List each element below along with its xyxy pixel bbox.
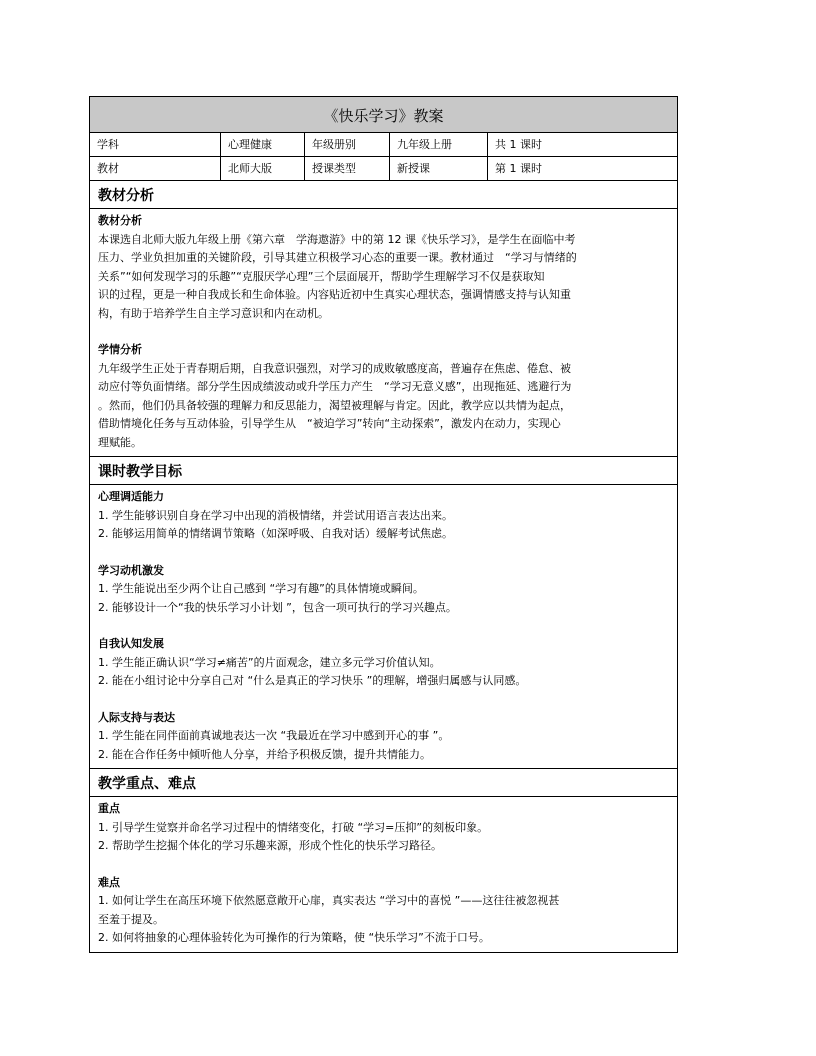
keypoint-group-title: 重点 — [98, 802, 120, 815]
label-lesson-type: 授课类型 — [305, 157, 390, 180]
difficulty-group-title: 难点 — [98, 875, 120, 889]
text-line: 识的过程，更是一种自我成长和生命体验。内容贴近初中生真实心理状态，强调情感支持与认知重 — [98, 288, 571, 301]
objective-item: 1. 学生能说出至少两个让自己感到 “学习有趣”的具体情境或瞬间。 — [98, 582, 424, 595]
objective-group-title: 自我认知发展 — [98, 637, 164, 650]
value-subject: 心理健康 — [221, 133, 305, 156]
text-line: 本课选自北师大版九年级上册《第六章 学海遨游》中的第 12 课《快乐学习》，是学生在面临中考 — [98, 232, 576, 246]
info-row-subject — [90, 133, 677, 157]
text-line: 动应付等负面情绪。部分学生因成绩波动或升学压力产生 “学习无意义感”，出现拖延、逃避行为 — [98, 380, 572, 393]
section-heading-objectives: 课时教学目标 — [90, 457, 677, 485]
text-line: 压力、学业负担加重的关键阶段，引导其建立积极学习心态的重要一课。教材通过 “学习与情绪的 — [98, 251, 577, 264]
label-textbook: 教材 — [90, 157, 221, 180]
value-textbook: 北师大版 — [221, 157, 305, 180]
subheading-textbook-analysis: 教材分析 — [98, 214, 142, 227]
section-heading-analysis: 教材分析 — [90, 181, 677, 209]
keypoint-item: 2. 帮助学生挖掘个体化的学习乐趣来源，形成个性化的快乐学习路径。 — [98, 839, 442, 852]
text-line: 九年级学生正处于青春期后期，自我意识强烈，对学习的成败敏感度高，普遍存在焦虑、倦怠、被 — [98, 361, 571, 375]
label-grade: 年级册别 — [305, 133, 390, 156]
difficulty-item: 1. 如何让学生在高压环境下依然愿意敞开心扉，真实表达 “学习中的喜悦 ”——这往往被忽视甚 — [98, 894, 560, 907]
value-grade: 九年级上册 — [390, 133, 488, 156]
subheading-student-analysis: 学情分析 — [98, 343, 142, 356]
objective-item: 2. 能够设计一个“我的快乐学习小计划 ”，包含一项可执行的学习兴趣点。 — [98, 600, 457, 614]
objective-item: 1. 学生能正确认识“学习≠痛苦”的片面观念，建立多元学习价值认知。 — [98, 655, 441, 669]
objective-group-title: 人际支持与表达 — [98, 710, 175, 724]
text-line: 关系”“如何发现学习的乐趣”“克服厌学心理”三个层面展开，帮助学生理解学习不仅是获取知 — [98, 269, 545, 283]
objective-item: 2. 能够运用简单的情绪调节策略（如深呼吸、自我对话）缓解考试焦虑。 — [98, 527, 453, 540]
objective-item: 1. 学生能在同伴面前真诚地表达一次 “我最近在学习中感到开心的事 ”。 — [98, 729, 450, 742]
value-lesson-type: 新授课 — [390, 157, 488, 180]
difficulty-item: 至羞于提及。 — [98, 912, 164, 926]
keypoint-item: 1. 引导学生觉察并命名学习过程中的情绪变化，打破 “学习=压抑”的刻板印象。 — [98, 820, 489, 834]
value-total-periods: 共 1 课时 — [495, 138, 542, 151]
objective-item: 2. 能在小组讨论中分享自己对 “什么是真正的学习快乐 ”的理解，增强归属感与认同感。 — [98, 674, 527, 687]
section-analysis — [90, 181, 677, 457]
student-analysis-text — [98, 360, 669, 453]
text-line: 理赋能。 — [98, 435, 142, 449]
document-title: 《快乐学习》教案 — [90, 97, 677, 133]
objective-item: 1. 学生能够识别自身在学习中出现的消极情绪，并尝试用语言表达出来。 — [98, 508, 453, 522]
objective-item: 2. 能在合作任务中倾听他人分享，并给予积极反馈，提升共情能力。 — [98, 747, 431, 761]
text-line: 构，有助于培养学生自主学习意识和内在动机。 — [98, 306, 329, 320]
value-current-period: 第 1 课时 — [495, 162, 542, 175]
info-row-textbook — [90, 157, 677, 181]
textbook-analysis-text — [98, 231, 669, 324]
section-objectives — [90, 457, 677, 769]
objective-group-title: 学习动机激发 — [98, 563, 164, 577]
difficulty-item: 2. 如何将抽象的心理体验转化为可操作的行为策略，使 “快乐学习”不流于口号。 — [98, 931, 490, 944]
label-subject: 学科 — [90, 133, 221, 156]
text-line: 借助情境化任务与互动体验，引导学生从 “被迫学习”转向“主动探索”，激发内在动力，实现心 — [98, 417, 561, 430]
lesson-plan-table — [89, 96, 678, 953]
section-heading-keypoints: 教学重点、难点 — [90, 769, 677, 797]
text-line: 。然而，他们仍具备较强的理解力和反思能力，渴望被理解与肯定。因此，教学应以共情为起点， — [98, 398, 571, 412]
objective-group-title: 心理调适能力 — [98, 490, 164, 503]
section-keypoints — [90, 769, 677, 952]
